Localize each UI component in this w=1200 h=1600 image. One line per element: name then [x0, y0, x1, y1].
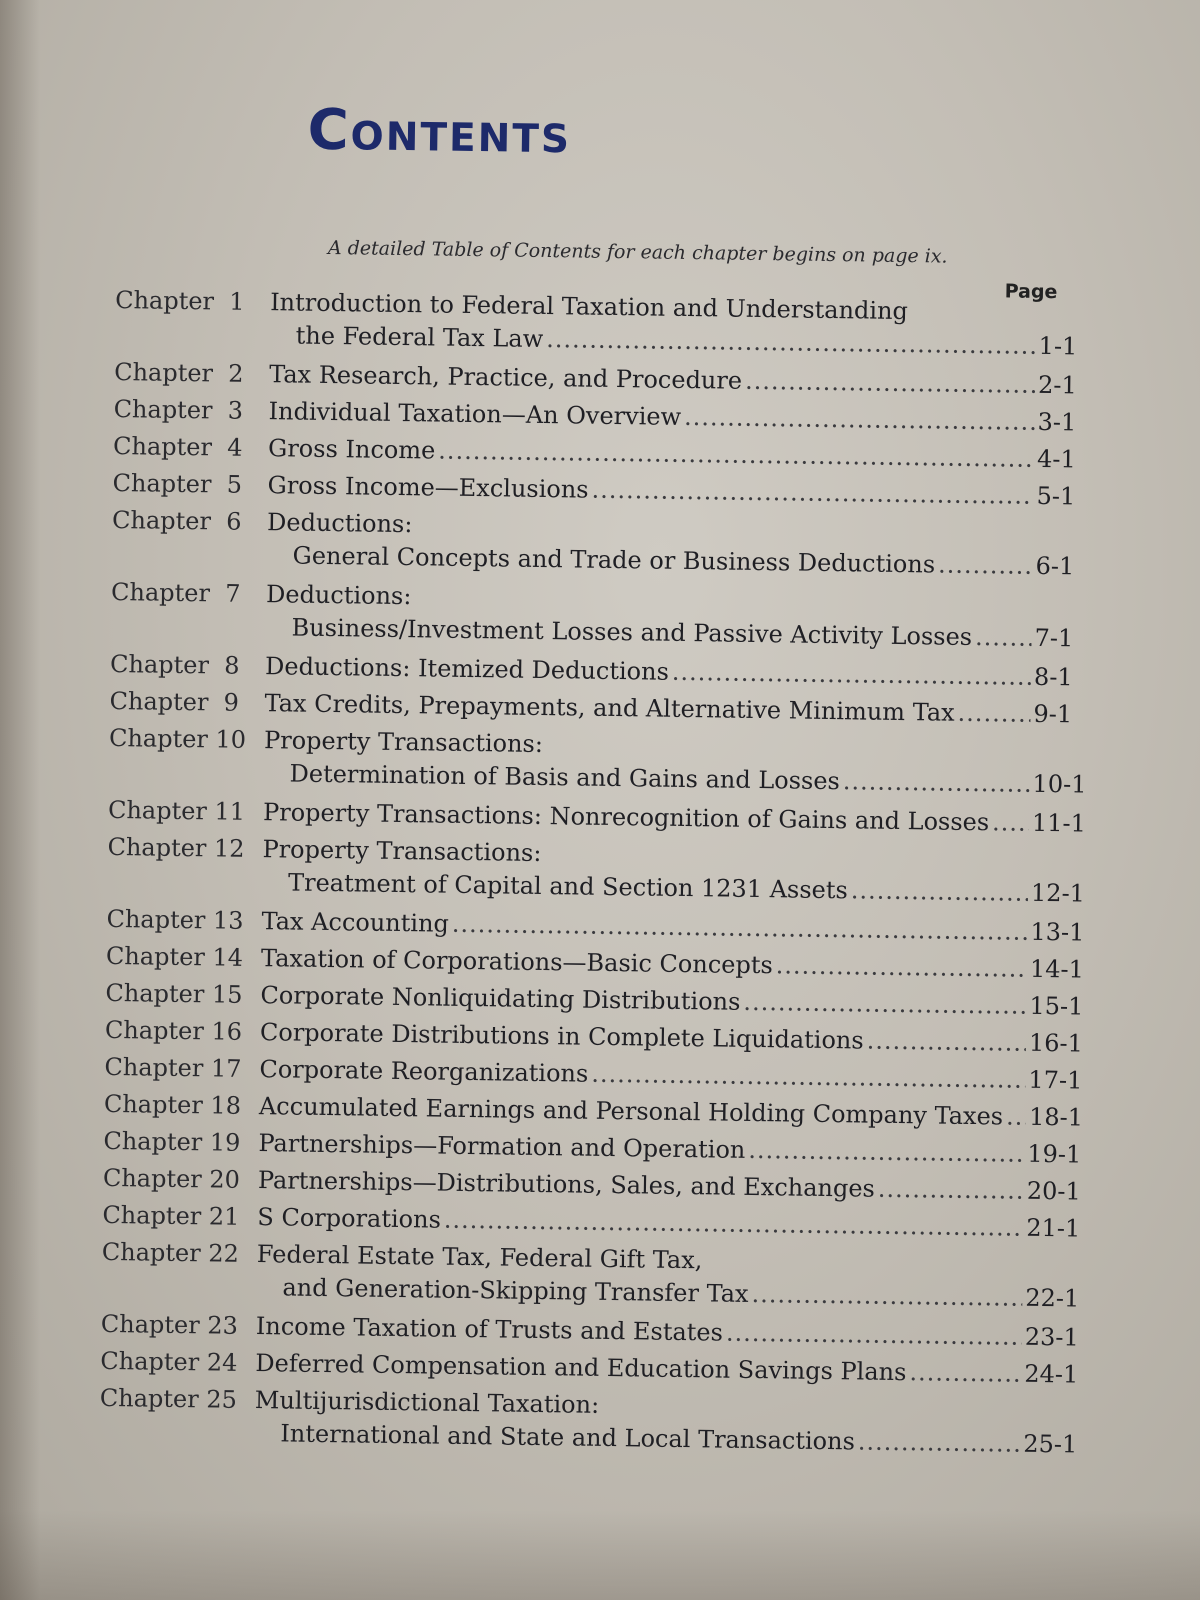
chapter-title: Partnerships—Formation and Operation [258, 1129, 746, 1164]
chapter-title: Tax Accounting [261, 907, 450, 938]
chapter-title-line: Introduction to Federal Taxation and Understanding [269, 288, 909, 326]
toc-note: A detailed Table of Contents for each chapter begins on page ix. [327, 236, 948, 268]
page-number: 24-1 [1024, 1359, 1079, 1389]
dot-leader [878, 1173, 1024, 1208]
page-number: 14-1 [1029, 954, 1085, 984]
dot-leader [751, 1278, 1022, 1315]
page-number: 2-1 [1037, 370, 1077, 400]
page-column-heading: Page [1004, 280, 1058, 304]
page-number: 19-1 [1027, 1139, 1082, 1169]
dot-leader [591, 474, 1033, 513]
chapter-title-block [256, 1238, 1082, 1316]
chapter-list [99, 284, 1095, 1462]
chapter-number: Chapter 1 [115, 285, 245, 316]
dot-leader [748, 1134, 1024, 1171]
dot-leader [438, 435, 1034, 476]
chapter-number: Chapter 16 [104, 1015, 243, 1046]
chapter-title: Gross Income—Exclusions [267, 471, 589, 504]
dot-leader [858, 1425, 1021, 1460]
toc-entry [101, 1236, 1082, 1316]
dot-leader [975, 621, 1032, 655]
chapter-number: Chapter 25 [99, 1383, 238, 1414]
page-number: 11-1 [1031, 808, 1087, 838]
page-number: 9-1 [1033, 699, 1073, 729]
dot-leader [546, 323, 1036, 363]
chapter-title-line: Property Transactions: [263, 726, 544, 758]
page-number: 3-1 [1037, 407, 1077, 437]
chapter-number: Chapter 11 [107, 795, 246, 826]
chapter-number: Chapter 19 [103, 1126, 241, 1157]
page-number: 22-1 [1025, 1283, 1080, 1313]
page-number: 6-1 [1035, 551, 1075, 581]
dot-leader [743, 986, 1026, 1023]
toc-entry [115, 284, 1096, 364]
chapter-title: Deferred Compensation and Education Savings Plans [255, 1349, 907, 1387]
chapter-number: Chapter 24 [100, 1346, 238, 1377]
page-number: 5-1 [1036, 481, 1076, 511]
page-title: Contents [307, 97, 572, 167]
page-number: 16-1 [1028, 1028, 1084, 1058]
chapter-number: Chapter 22 [101, 1237, 240, 1268]
page-number: 25-1 [1023, 1429, 1078, 1459]
chapter-number: Chapter 5 [112, 468, 243, 499]
chapter-title-block [265, 578, 1091, 656]
chapter-number: Chapter 10 [108, 723, 247, 754]
toc-entry [108, 722, 1089, 802]
chapter-number: Chapter 8 [109, 649, 240, 680]
chapter-title: and Generation-Skipping Transfer Tax [282, 1273, 749, 1308]
chapter-title-line: Multijurisdictional Taxation: [254, 1386, 600, 1419]
chapter-number: Chapter 23 [100, 1309, 239, 1340]
page-number: 12-1 [1030, 878, 1086, 908]
chapter-title: Deductions: Itemized Deductions [264, 652, 670, 686]
chapter-number: Chapter 18 [103, 1089, 242, 1120]
page-number: 4-1 [1036, 444, 1076, 474]
page-number: 23-1 [1024, 1322, 1079, 1352]
chapter-title: Corporate Distributions in Complete Liquidations [259, 1018, 864, 1055]
chapter-title: Treatment of Capital and Section 1231 Assets [287, 868, 849, 905]
dot-leader [776, 949, 1028, 986]
chapter-number: Chapter 6 [111, 505, 242, 536]
chapter-title: the Federal Tax Law [295, 321, 544, 353]
chapter-title: Gross Income [267, 434, 436, 465]
dot-leader [672, 656, 1032, 694]
chapter-title: Taxation of Corporations—Basic Concepts [260, 944, 773, 980]
page-number: 15-1 [1029, 991, 1084, 1021]
chapter-title-line: Deductions: [266, 508, 413, 539]
chapter-number: Chapter 2 [114, 357, 244, 388]
page-number: 7-1 [1034, 623, 1074, 653]
chapter-title: Partnerships—Distributions, Sales, and Exchanges [257, 1166, 876, 1203]
dot-leader [745, 365, 1036, 402]
chapter-number: Chapter 3 [113, 394, 244, 425]
toc-entry [111, 504, 1092, 584]
page-number: 8-1 [1033, 662, 1073, 692]
chapter-title: Individual Taxation—An Overview [268, 397, 682, 431]
dot-leader [591, 1058, 1026, 1097]
chapter-title: International and State and Local Transactions [280, 1419, 856, 1456]
chapter-number: Chapter 15 [105, 978, 243, 1009]
chapter-title-line: Property Transactions: [262, 835, 542, 867]
chapter-title-line: Federal Estate Tax, Federal Gift Tax, [256, 1240, 703, 1275]
chapter-number: Chapter 21 [102, 1200, 240, 1231]
dot-leader [938, 548, 1033, 582]
chapter-title: Tax Credits, Prepayments, and Alternative Minimum Tax [264, 689, 955, 727]
dot-leader [684, 401, 1035, 439]
page-number: 17-1 [1028, 1065, 1083, 1095]
chapter-title-block [269, 286, 1095, 364]
dot-leader [992, 806, 1029, 840]
chapter-title-line: Deductions: [265, 580, 412, 611]
dot-leader [909, 1356, 1021, 1391]
chapter-title: Tax Research, Practice, and Procedure [268, 360, 743, 395]
toc-entry [107, 831, 1088, 911]
chapter-title: Determination of Basis and Gains and Losses [289, 759, 841, 796]
dot-leader [851, 874, 1029, 909]
chapter-title: Property Transactions: Nonrecognition of Gains and Losses [262, 798, 990, 837]
chapter-title: Corporate Nonliquidating Distributions [260, 981, 741, 1016]
page-number: 20-1 [1026, 1176, 1081, 1206]
chapter-number: Chapter 17 [104, 1052, 242, 1083]
dot-leader [444, 1204, 1024, 1245]
chapter-title: General Concepts and Trade or Business Deductions [292, 541, 936, 579]
page-number: 18-1 [1028, 1102, 1084, 1132]
chapter-title: Accumulated Earnings and Personal Holding Company Taxes [258, 1092, 1004, 1131]
page-number: 13-1 [1030, 917, 1085, 947]
dot-leader [1006, 1101, 1026, 1134]
page-number: 1-1 [1038, 331, 1078, 361]
dot-leader [866, 1025, 1026, 1060]
page-number: 21-1 [1026, 1213, 1081, 1243]
chapter-number: Chapter 4 [112, 431, 243, 462]
toc-entry [99, 1382, 1080, 1462]
chapter-number: Chapter 13 [106, 904, 244, 935]
chapter-number: Chapter 7 [110, 577, 241, 608]
chapter-number: Chapter 14 [105, 941, 244, 972]
chapter-title-block [254, 1384, 1080, 1462]
page-number: 10-1 [1032, 769, 1087, 799]
dot-leader [726, 1317, 1022, 1354]
chapter-number: Chapter 20 [102, 1163, 241, 1194]
contents-block [99, 97, 1098, 1468]
chapter-title-block [263, 724, 1089, 802]
chapter-number: Chapter 9 [109, 686, 240, 717]
chapter-title-block [262, 833, 1088, 911]
dot-leader [957, 697, 1030, 731]
chapter-title: Business/Investment Losses and Passive Activity Losses [291, 613, 973, 651]
chapter-title: Corporate Reorganizations [259, 1055, 589, 1088]
dot-leader [843, 765, 1030, 801]
chapter-title: S Corporations [257, 1203, 442, 1234]
chapter-title-block [266, 506, 1092, 584]
chapter-number: Chapter 12 [107, 832, 245, 863]
toc-entry [110, 576, 1091, 656]
chapter-title: Income Taxation of Trusts and Estates [255, 1312, 724, 1347]
dot-leader [452, 908, 1028, 949]
